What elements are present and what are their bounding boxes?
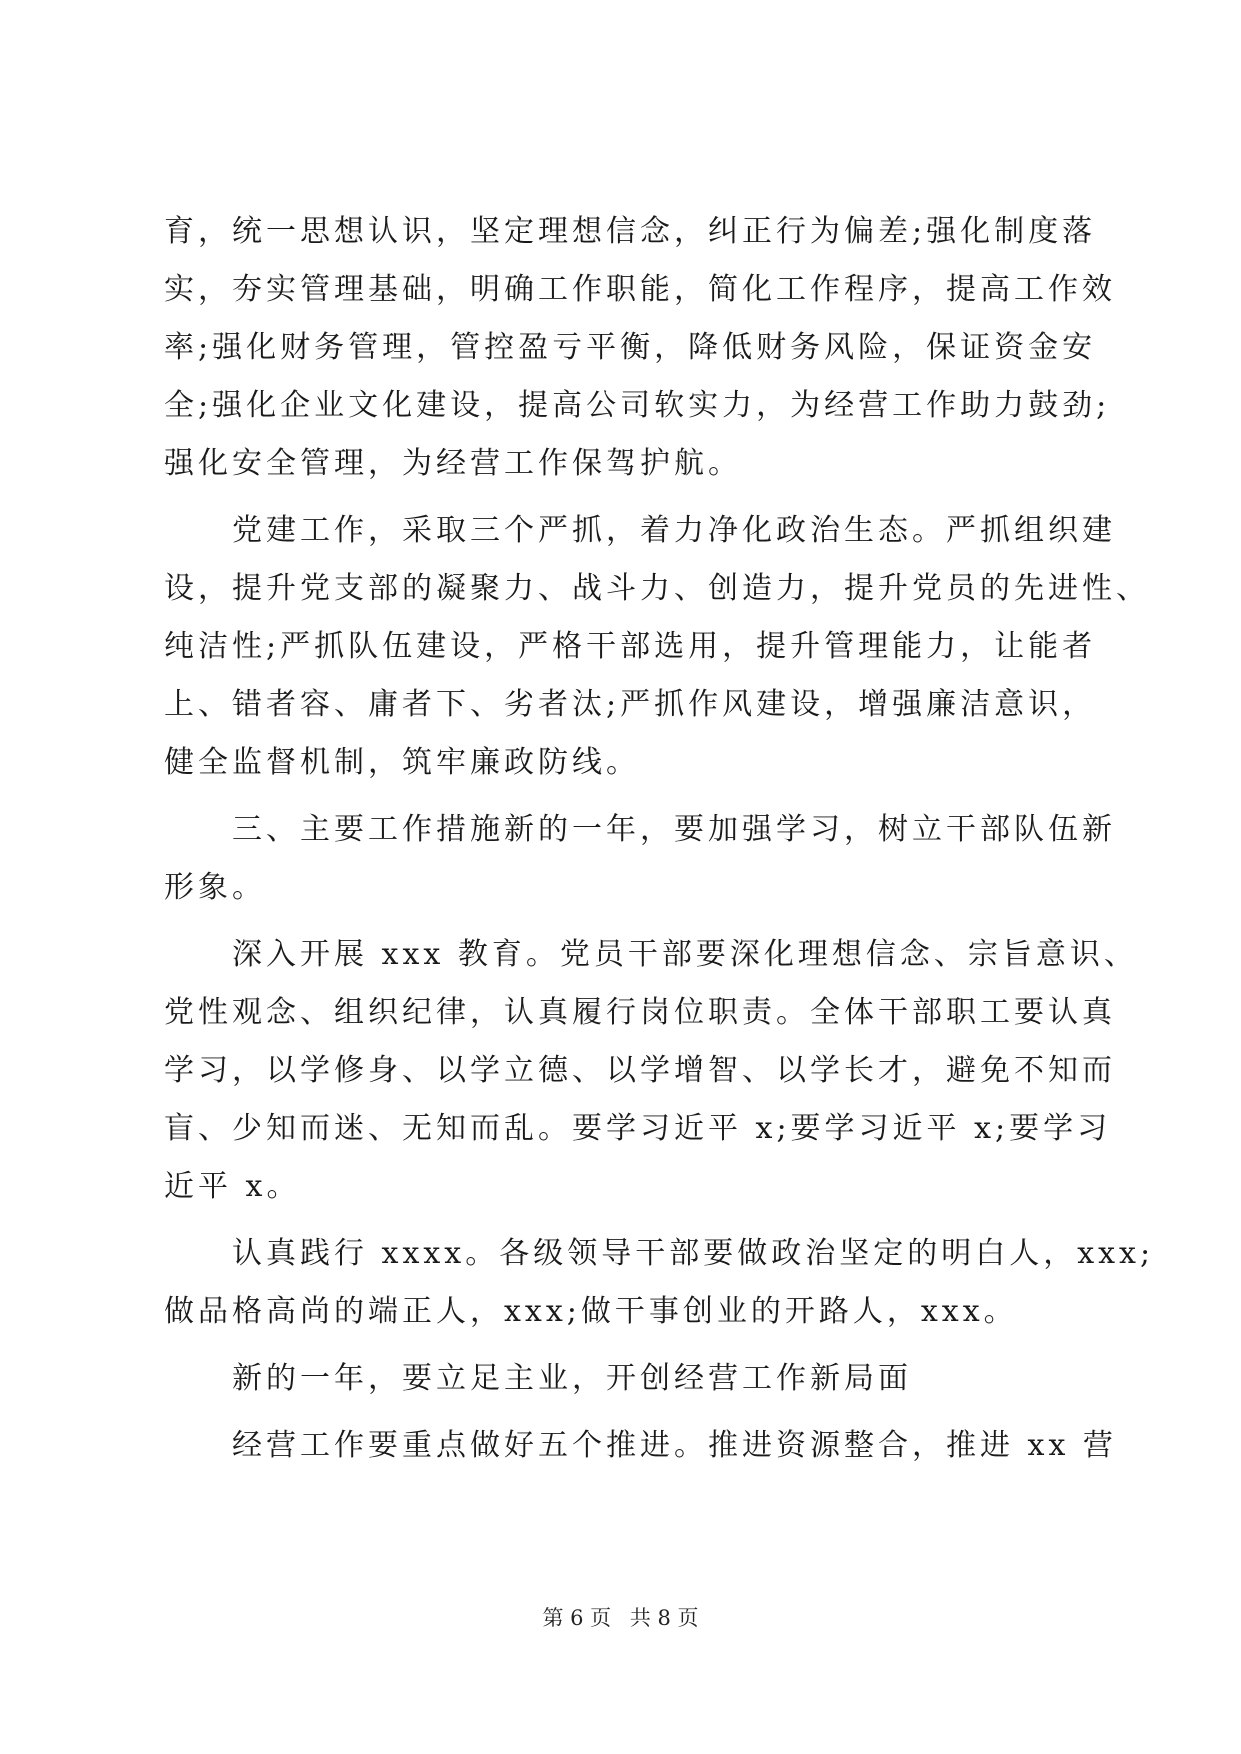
paragraph-line: 党性观念、组织纪律，认真履行岗位职责。全体干部职工要认真 xyxy=(164,995,1116,1030)
paragraph-line: 全;强化企业文化建设，提高公司软实力，为经营工作助力鼓劲; xyxy=(164,388,1111,423)
section-heading-line: 形象。 xyxy=(164,870,266,905)
paragraph-line: 党建工作，采取三个严抓，着力净化政治生态。严抓组织建 xyxy=(232,513,1116,548)
paragraph-line: 健全监督机制，筑牢廉政防线。 xyxy=(164,745,640,780)
paragraph-line: 率;强化财务管理，管控盈亏平衡，降低财务风险，保证资金安 xyxy=(164,330,1097,365)
paragraph-line: 学习，以学修身、以学立德、以学增智、以学长才，避免不知而 xyxy=(164,1053,1116,1088)
paragraph-line: 设，提升党支部的凝聚力、战斗力、创造力，提升党员的先进性、 xyxy=(164,571,1150,606)
paragraph-line: 实，夯实管理基础，明确工作职能，简化工作程序，提高工作效 xyxy=(164,272,1116,307)
paragraph-line: 育，统一思想认识，坚定理想信念，纠正行为偏差;强化制度落 xyxy=(164,214,1097,249)
page-number: 第 6 页 xyxy=(542,1606,612,1630)
section-heading-line: 三、主要工作措施新的一年，要加强学习，树立干部队伍新 xyxy=(232,812,1116,847)
paragraph-line: 上、错者容、庸者下、劣者汰;严抓作风建设，增强廉洁意识， xyxy=(164,687,1097,722)
page-footer xyxy=(0,1604,1241,1632)
paragraph-line: 强化安全管理，为经营工作保驾护航。 xyxy=(164,446,742,481)
paragraph-line: 近平 x。 xyxy=(164,1169,301,1204)
paragraph-line: 经营工作要重点做好五个推进。推进资源整合，推进 xx 营 xyxy=(232,1428,1117,1463)
page-total: 共 8 页 xyxy=(629,1606,699,1630)
paragraph-line: 深入开展 xxx 教育。党员干部要深化理想信念、宗旨意识、 xyxy=(232,937,1138,972)
paragraph-line: 认真践行 xxxx。各级领导干部要做政治坚定的明白人，xxx; xyxy=(232,1236,1155,1271)
paragraph-line: 纯洁性;严抓队伍建设，严格干部选用，提升管理能力，让能者 xyxy=(164,629,1097,664)
paragraph-line: 做品格高尚的端正人，xxx;做干事创业的开路人，xxx。 xyxy=(164,1294,1018,1329)
subheading-line: 新的一年，要立足主业，开创经营工作新局面 xyxy=(232,1361,912,1396)
paragraph-line: 盲、少知而迷、无知而乱。要学习近平 x;要学习近平 x;要学习 xyxy=(164,1111,1112,1146)
